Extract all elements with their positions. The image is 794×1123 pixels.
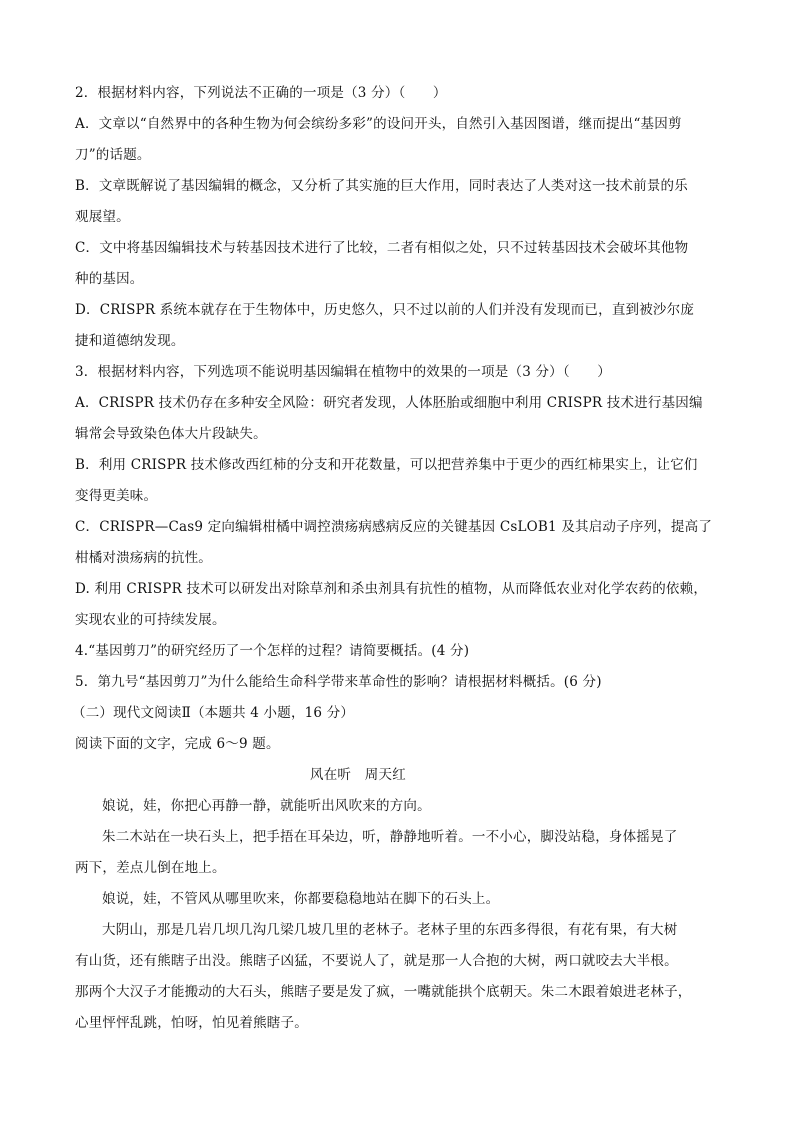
reading-instruction: 阅读下面的文字，完成 6～9 题。 [75,736,280,752]
question-2-option-b-cont: 观展望。 [75,209,130,225]
question-3-option-c-cont: 柑橘对溃疡病的抗性。 [75,550,212,566]
question-2-option-c: C．文中将基因编辑技术与转基因技术进行了比较，二者有相似之处，只不过转基因技术会破坏其他物 [75,240,689,256]
story-paragraph-cont: 心里怦怦乱跳，怕呀，怕见着熊瞎子。 [75,1015,308,1031]
question-3-stem: 3．根据材料内容，下列选项不能说明基因编辑在植物中的效果的一项是（3 分）（ ） [75,364,611,380]
story-title: 风在听 周天红 [310,767,406,783]
question-3-option-d: D. 利用 CRISPR 技术可以研发出对除草剂和杀虫剂具有抗性的植物，从而降低农业对化学农药的依赖， [75,581,708,597]
question-3-option-b: B．利用 CRISPR 技术修改西红柿的分支和开花数量，可以把营养集中于更少的西红柿果实上，让它们 [75,457,698,473]
story-paragraph: 朱二木站在一块石头上，把手捂在耳朵边，听，静静地听着。一不小心，脚没站稳，身体摇晃了 [102,829,678,845]
question-2-option-a-cont: 刀”的话题。 [75,147,151,163]
question-3-option-a-cont: 辑常会导致染色体大片段缺失。 [75,426,267,442]
question-3-option-c: C．CRISPR—Cas9 定向编辑柑橘中调控溃疡病感病反应的关键基因 CsLOB1 及其启动子序列，提高了 [75,519,713,535]
story-paragraph-cont: 两下，差点儿倒在地上。 [75,860,226,876]
question-4: 4.“基因剪刀”的研究经历了一个怎样的过程？请简要概括。(4 分) [75,643,470,659]
story-paragraph-cont: 有山货，还有熊瞎子出没。熊瞎子凶猛，不要说人了，就是那一人合抱的大树，两口就咬去大半根。 [75,953,678,969]
question-3-option-a: A．CRISPR 技术仍存在多种安全风险：研究者发现，人体胚胎或细胞中利用 CRISPR 技术进行基因编 [75,395,703,411]
question-2-option-d: D．CRISPR 系统本就存在于生物体中，历史悠久，只不过以前的人们并没有发现而已，直到被沙尔庞 [75,302,695,318]
section-heading: （二）现代文阅读Ⅱ（本题共 4 小题，16 分） [72,705,355,721]
question-2-option-c-cont: 种的基因。 [75,271,144,287]
question-5: 5．第九号“基因剪刀”为什么能给生命科学带来革命性的影响？请根据材料概括。(6 分) [75,674,602,690]
story-paragraph-cont: 那两个大汉子才能搬动的大石头，熊瞎子要是发了疯，一嘴就能拱个底朝天。朱二木跟着娘进老林子， [75,984,692,1000]
question-2-option-d-cont: 捷和道德纳发现。 [75,333,185,349]
story-paragraph: 娘说，娃，不管风从哪里吹来，你都要稳稳地站在脚下的石头上。 [102,891,500,907]
story-paragraph: 大阴山，那是几岩几坝几沟几梁几坡几里的老林子。老林子里的东西多得很，有花有果，有大树 [102,922,678,938]
question-3-option-b-cont: 变得更美味。 [75,488,158,504]
story-paragraph: 娘说，娃，你把心再静一静，就能听出风吹来的方向。 [102,798,431,814]
question-2-stem: 2．根据材料内容，下列说法不正确的一项是（3 分）（ ） [75,85,447,101]
question-3-option-d-cont: 实现农业的可持续发展。 [75,612,226,628]
question-2-option-b: B．文章既解说了基因编辑的概念，又分析了其实施的巨大作用，同时表达了人类对这一技术前景的乐 [75,178,688,194]
question-2-option-a: A．文章以“自然界中的各种生物为何会缤纷多彩”的设问开头，自然引入基因图谱，继而提出“基因剪 [75,116,682,132]
